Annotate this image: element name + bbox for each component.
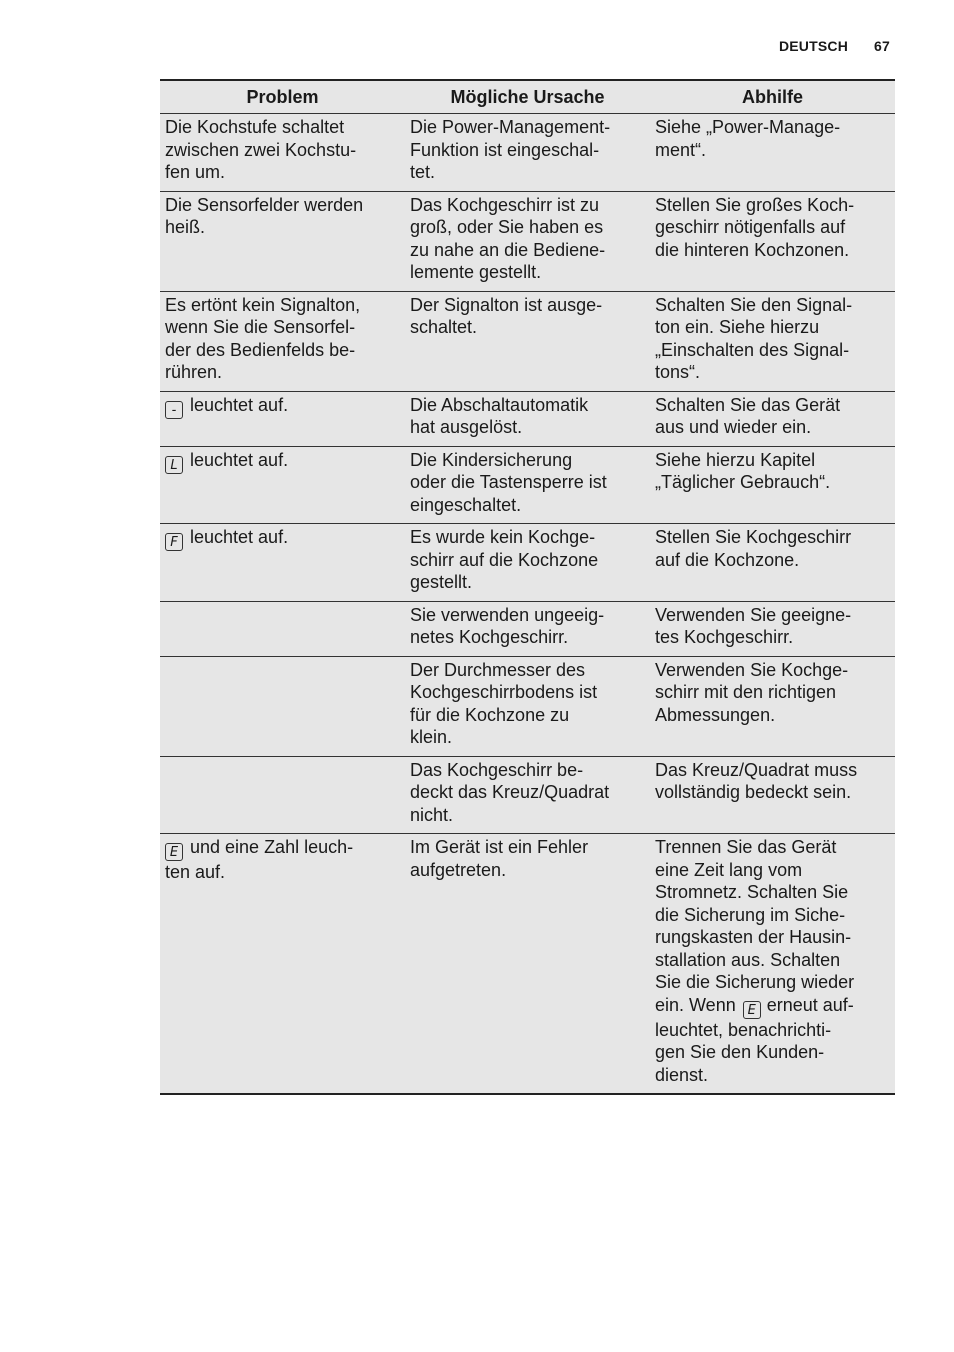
display-l-icon: L [165, 456, 183, 474]
remedy-cell: Siehe hierzu Kapitel „Täglicher Gebrauch“. [650, 446, 895, 524]
column-header-problem: Problem [160, 80, 405, 114]
table-header-row [160, 80, 895, 114]
problem-cell [160, 524, 405, 602]
table-row [160, 601, 895, 656]
problem-text: leuchtet auf. [190, 527, 289, 547]
table-row [160, 756, 895, 834]
page-number: 67 [874, 38, 890, 54]
remedy-cell: Siehe „Power-Manage- ment“. [650, 114, 895, 192]
problem-cell: Die Sensorfelder werden heiß. [160, 191, 405, 291]
cause-cell: Die Kindersicherung oder die Tastensperre ist eingeschaltet. [405, 446, 650, 524]
problem-cell: Die Kochstufe schaltet zwischen zwei Kochstu- fen um. [160, 114, 405, 192]
table-row [160, 834, 895, 1095]
table-row [160, 524, 895, 602]
problem-text: leuchtet auf. [190, 394, 289, 415]
display-dash-icon: - [165, 401, 183, 419]
remedy-text-before: Trennen Sie das Gerät eine Zeit lang vom Stromnetz. Schalten Sie die Sicherung im Siche- rungskasten der Hausin- stallation aus. Schalten Sie die Sicherung wieder ein. Wenn [655, 837, 855, 1015]
language-label: DEUTSCH [778, 38, 849, 54]
table-row [160, 391, 895, 446]
running-header [700, 38, 890, 54]
cause-cell: Die Abschaltautomatik hat ausgelöst. [405, 391, 650, 446]
cause-cell: Der Signalton ist ausge- schaltet. [405, 291, 650, 391]
table-row [160, 656, 895, 756]
problem-cell [160, 391, 405, 446]
cause-cell: Das Kochgeschirr ist zu groß, oder Sie haben es zu nahe an die Bediene- lemente gestellt. [405, 191, 650, 291]
table-row [160, 191, 895, 291]
problem-text: und eine Zahl leuch- ten auf. [165, 837, 354, 882]
table-row [160, 446, 895, 524]
cause-cell: Sie verwenden ungeeig- netes Kochgeschirr. [405, 601, 650, 656]
remedy-cell [650, 834, 895, 1095]
problem-cell: Es ertönt kein Signalton, wenn Sie die Sensorfel- der des Bedienfelds be- rühren. [160, 291, 405, 391]
cause-cell: Die Power-Management- Funktion ist eingeschal- tet. [405, 114, 650, 192]
remedy-cell: Schalten Sie das Gerät aus und wieder ein. [650, 391, 895, 446]
cause-cell: Das Kochgeschirr be- deckt das Kreuz/Quadrat nicht. [405, 756, 650, 834]
display-e-icon: E [743, 1001, 761, 1019]
problem-cell [160, 756, 405, 834]
cause-cell: Es wurde kein Kochge- schirr auf die Kochzone gestellt. [405, 524, 650, 602]
column-header-cause: Mögliche Ursache [405, 80, 650, 114]
problem-cell [160, 446, 405, 524]
remedy-cell: Verwenden Sie geeigne- tes Kochgeschirr. [650, 601, 895, 656]
display-f-icon: F [165, 533, 183, 551]
problem-text: leuchtet auf. [190, 449, 289, 470]
cause-cell: Der Durchmesser des Kochgeschirrbodens ist für die Kochzone zu klein. [405, 656, 650, 756]
table-row [160, 291, 895, 391]
remedy-text-after: erneut auf- leuchtet, benachrichti- gen Sie den Kunden- dienst. [655, 994, 854, 1085]
troubleshooting-table [160, 79, 895, 1095]
cause-cell: Im Gerät ist ein Fehler aufgetreten. [405, 834, 650, 1095]
problem-cell [160, 834, 405, 1095]
remedy-cell: Stellen Sie großes Koch- geschirr nötigenfalls auf die hinteren Kochzonen. [650, 191, 895, 291]
display-e-icon: E [165, 843, 183, 861]
problem-cell [160, 656, 405, 756]
table-row [160, 114, 895, 192]
column-header-remedy: Abhilfe [650, 80, 895, 114]
remedy-cell: Verwenden Sie Kochge- schirr mit den richtigen Abmessungen. [650, 656, 895, 756]
remedy-cell: Schalten Sie den Signal- ton ein. Siehe hierzu „Einschalten des Signal- tons“. [650, 291, 895, 391]
remedy-cell: Stellen Sie Kochgeschirr auf die Kochzone. [650, 524, 895, 602]
problem-cell [160, 601, 405, 656]
remedy-cell: Das Kreuz/Quadrat muss vollständig bedeckt sein. [650, 756, 895, 834]
